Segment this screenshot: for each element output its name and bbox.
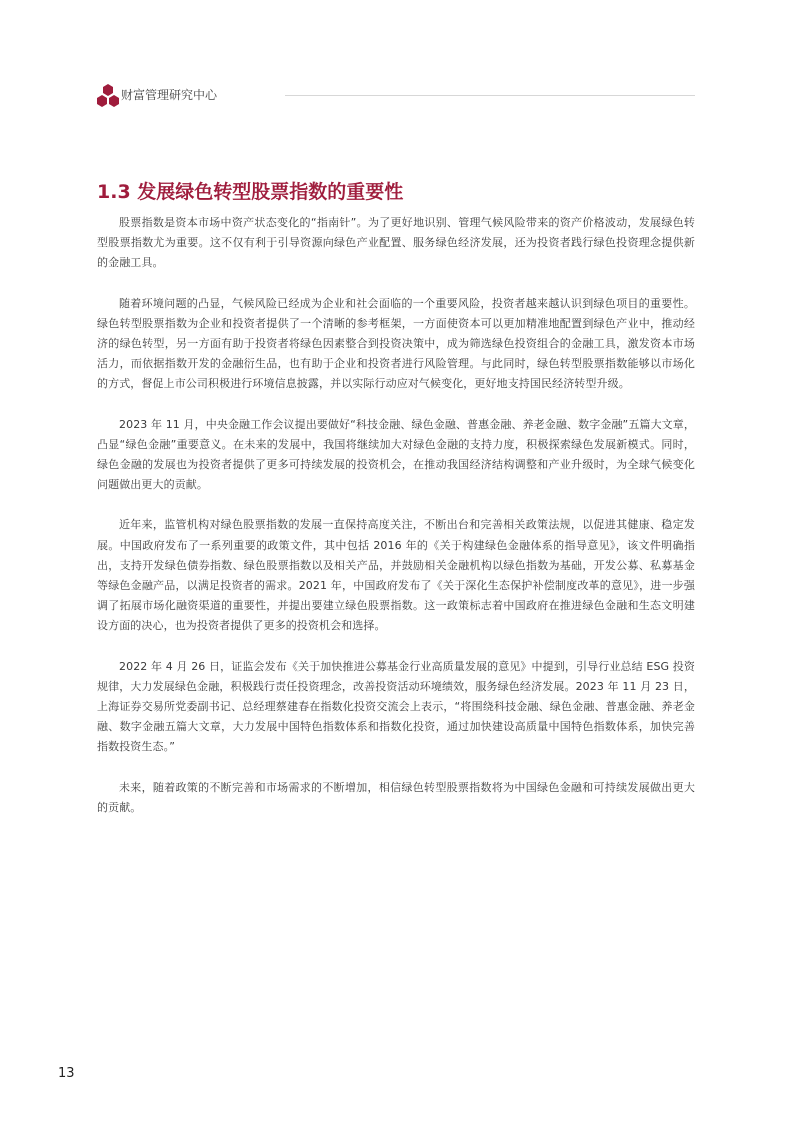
organization-name: 财富管理研究中心: [121, 88, 218, 102]
page-header: [97, 84, 697, 108]
paragraph-5: 2022 年 4 月 26 日，证监会发布《关于加快推进公募基金行业高质量发展的意见》中提到，引导行业总结 ESG 投资规律，大力发展绿色金融，积极践行责任投资理念，改善投资活动环境绩效，服务绿色经济发展。2023 年 11 月 23 日，上海证券交易所党委副书记、总经理蔡建春在指数化投资交流会上表示，“将围绕科技金融、绿色金融、普惠金融、养老金融、数字金融五篇大文章，大力发展中国特色指数体系和指数化投资，通过加快建设高质量中国特色指数体系，加快完善指数投资生态。”: [97, 659, 695, 754]
paragraph-6: 未来，随着政策的不断完善和市场需求的不断增加，相信绿色转型股票指数将为中国绿色金融和可持续发展做出更大的贡献。: [97, 780, 695, 814]
header-divider: [285, 95, 695, 96]
paragraph-2: 随着环境问题的凸显，气候风险已经成为企业和社会面临的一个重要风险，投资者越来越认识到绿色项目的重要性。绿色转型股票指数为企业和投资者提供了一个清晰的参考框架，一方面使资本可以更加精准地配置到绿色产业中，推动经济的绿色转型，另一方面有助于投资者将绿色因素整合到投资决策中，成为筛选绿色投资组合的金融工具，激发资本市场活力，而依据指数开发的金融衍生品，也有助于企业和投资者进行风险管理。与此同时，绿色转型股票指数能够以市场化的方式，督促上市公司积极进行环境信息披露，并以实际行动应对气候变化，更好地支持国民经济转型升级。: [97, 296, 695, 391]
paragraph-4: 近年来，监管机构对绿色股票指数的发展一直保持高度关注，不断出台和完善相关政策法规，以促进其健康、稳定发展。中国政府发布了一系列重要的政策文件，其中包括 2016 年的《关于构建绿色金融体系的指导意见》，该文件明确指出，支持开发绿色债券指数、绿色股票指数以及相关产品，并鼓励相关金融机构以绿色指数为基础，开发公募、私募基金等绿色金融产品，以满足投资者的需求。2021 年，中国政府发布了《关于深化生态保护补偿制度改革的意见》，进一步强调了拓展市场化融资渠道的重要性，并提出要建立绿色股票指数。这一政策标志着中国政府在推进绿色金融和生态文明建设方面的决心，也为投资者提供了更多的投资机会和选择。: [97, 518, 695, 633]
body-text: [97, 213, 695, 838]
hexagon-cluster-logo-icon: [97, 84, 119, 108]
page-number: 13: [58, 1066, 75, 1081]
paragraph-1: 股票指数是资本市场中资产状态变化的“指南针”。为了更好地识别、管理气候风险带来的资产价格波动，发展绿色转型股票指数尤为重要。这不仅有利于引导资源向绿色产业配置、服务绿色经济发展，还为投资者践行绿色投资理念提供新的金融工具。: [97, 216, 695, 270]
paragraph-3: 2023 年 11 月，中央金融工作会议提出要做好“科技金融、绿色金融、普惠金融、养老金融、数字金融”五篇大文章，凸显“绿色金融”重要意义。在未来的发展中，我国将继续加大对绿色金融的支持力度，积极探索绿色发展新模式。同时，绿色金融的发展也为投资者提供了更多可持续发展的投资机会，在推动我国经济结构调整和产业升级时，为全球气候变化问题做出更大的贡献。: [97, 417, 695, 492]
section-title: 1.3 发展绿色转型股票指数的重要性: [97, 181, 404, 203]
